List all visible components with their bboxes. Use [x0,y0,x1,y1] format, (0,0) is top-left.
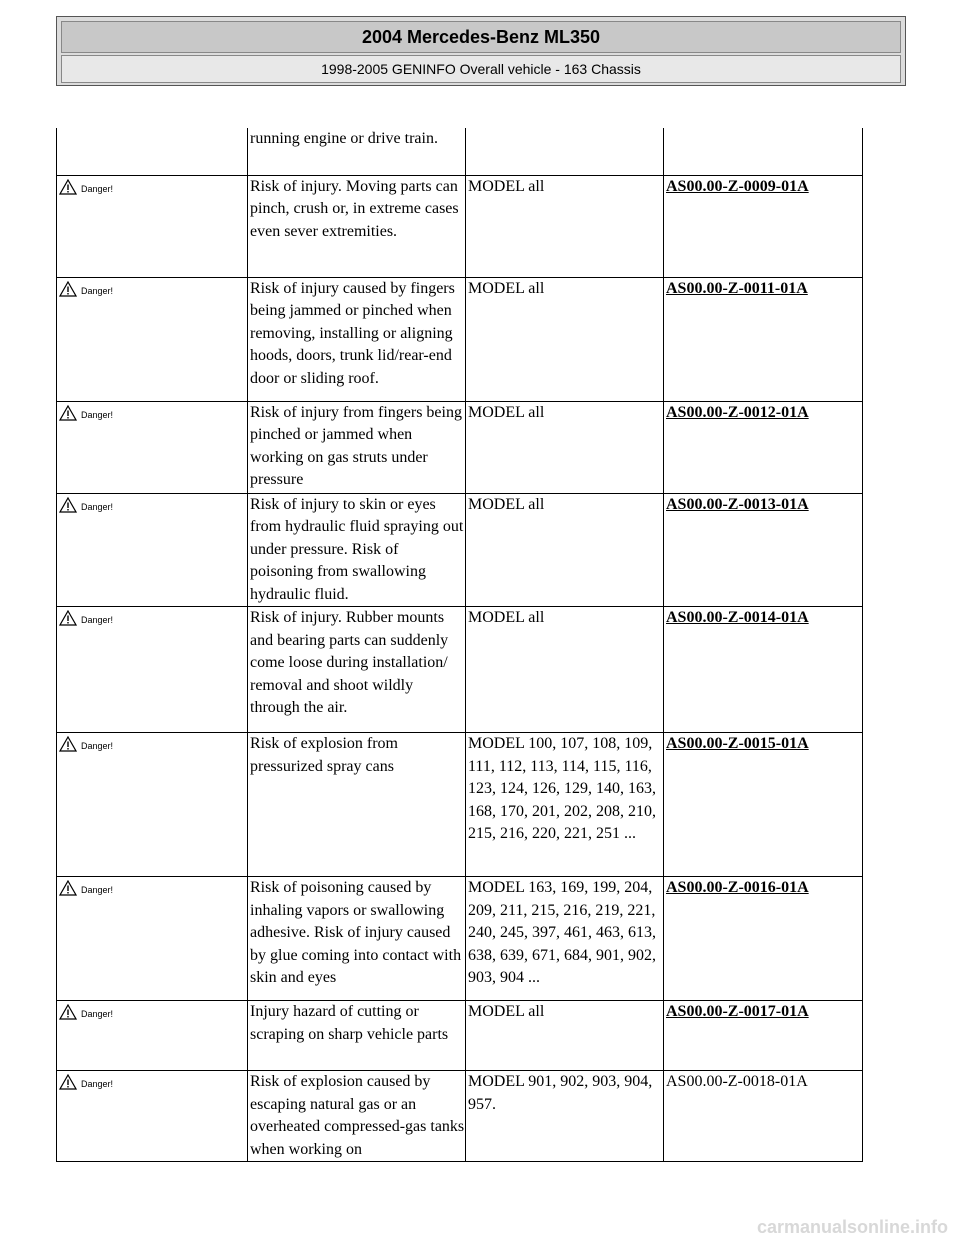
warning-triangle-icon [59,880,77,896]
danger-label: Danger! [81,615,114,625]
danger-label: Danger! [81,1079,114,1089]
models-cell: MODEL 100, 107, 108, 109, 111, 112, 113, 114, 115, 116, 123, 124, 126, 129, 140, 163, 168, 170, 201, 202, 208, 210, 215, 216, 220, 221, 251 ... [466,733,664,877]
description-cell: running engine or drive train. [248,128,466,175]
document-code-link[interactable]: AS00.00-Z-0011-01A [666,279,808,297]
table-row [57,607,863,733]
icon-cell [57,1001,248,1071]
icon-cell [57,877,248,1001]
document-title: 2004 Mercedes-Benz ML350 [61,21,901,53]
warning-triangle-icon [59,736,77,752]
code-cell [664,175,863,277]
description-cell: Risk of injury to skin or eyes from hydraulic fluid spraying out under pressure. Risk of poisoning from swallowing hydraulic fluid. [248,493,466,607]
danger-label: Danger! [81,885,114,895]
description-cell: Injury hazard of cutting or scraping on sharp vehicle parts [248,1001,466,1071]
models-cell: MODEL 901, 902, 903, 904, 957. [466,1071,664,1162]
description-cell: Risk of explosion from pressurized spray cans [248,733,466,877]
table-row [57,1071,863,1162]
warning-triangle-icon [59,281,77,297]
document-code: AS00.00-Z-0018-01A [666,1073,808,1090]
description-cell: Risk of explosion caused by escaping natural gas or an overheated compressed-gas tanks when working on [248,1071,466,1162]
description-cell: Risk of injury. Moving parts can pinch, crush or, in extreme cases even sever extremities. [248,175,466,277]
code-cell [664,877,863,1001]
warnings-table [56,128,863,1162]
table-row [57,175,863,277]
code-cell [664,401,863,493]
danger-warning [59,281,113,297]
danger-label: Danger! [81,501,114,512]
warning-triangle-icon [59,497,77,513]
code-cell [664,493,863,607]
code-cell [664,1071,863,1162]
icon-cell [57,733,248,877]
warning-triangle-icon [59,179,77,195]
document-code-link[interactable]: AS00.00-Z-0009-01A [666,177,809,195]
code-cell [664,1001,863,1071]
code-cell [664,607,863,733]
models-cell [466,128,664,175]
document-code-link[interactable]: AS00.00-Z-0012-01A [666,403,809,421]
description-cell: Risk of poisoning caused by inhaling vapors or swallowing adhesive. Risk of injury caused by glue coming into contact with skin and eyes [248,877,466,1001]
danger-label: Danger! [81,409,114,420]
icon-cell [57,607,248,733]
description-cell: Risk of injury. Rubber mounts and bearing parts can suddenly come loose during installation/ removal and shoot wildly through the air. [248,607,466,733]
danger-warning [59,1074,113,1090]
code-cell [664,277,863,401]
code-cell [664,128,863,175]
document-code-link[interactable]: AS00.00-Z-0017-01A [666,1003,809,1020]
warning-triangle-icon [59,405,77,421]
danger-warning [59,736,113,752]
description-cell: Risk of injury from fingers being pinched or jammed when working on gas struts under pressure [248,401,466,493]
models-cell: MODEL 163, 169, 199, 204, 209, 211, 215, 216, 219, 221, 240, 245, 397, 461, 463, 613, 638, 639, 671, 684, 901, 902, 903, 904 ... [466,877,664,1001]
description-cell: Risk of injury caused by fingers being jammed or pinched when removing, installing or aligning hoods, doors, trunk lid/rear-end door or sliding roof. [248,277,466,401]
models-cell: MODEL all [466,607,664,733]
table-row [57,877,863,1001]
warning-triangle-icon [59,610,77,626]
document-code-link[interactable]: AS00.00-Z-0016-01A [666,879,809,896]
table-row [57,733,863,877]
icon-cell [57,493,248,607]
table-row [57,1001,863,1071]
models-cell: MODEL all [466,1001,664,1071]
document-code-link[interactable]: AS00.00-Z-0013-01A [666,495,809,513]
watermark: carmanualsonline.info [756,1217,948,1237]
warning-triangle-icon [59,1074,77,1090]
table-row [57,277,863,401]
danger-warning [59,405,113,421]
icon-cell [57,277,248,401]
models-cell: MODEL all [466,175,664,277]
models-cell: MODEL all [466,277,664,401]
table-row-continued [57,128,863,175]
table-row [57,493,863,607]
danger-label: Danger! [81,183,114,194]
models-cell: MODEL all [466,401,664,493]
icon-cell [57,401,248,493]
danger-warning [59,497,113,513]
document-code-link[interactable]: AS00.00-Z-0015-01A [666,735,809,752]
document-subtitle: 1998-2005 GENINFO Overall vehicle - 163 Chassis [61,55,901,83]
icon-cell [57,128,248,175]
danger-label: Danger! [81,741,114,751]
document-code-link[interactable]: AS00.00-Z-0014-01A [666,609,809,626]
models-cell: MODEL all [466,493,664,607]
danger-warning [59,610,113,626]
danger-label: Danger! [81,285,114,296]
code-cell [664,733,863,877]
danger-warning [59,1004,113,1020]
icon-cell [57,1071,248,1162]
table-row [57,401,863,493]
danger-warning [59,179,113,195]
danger-warning [59,880,113,896]
icon-cell [57,175,248,277]
document-header [56,16,906,86]
warning-triangle-icon [59,1004,77,1020]
danger-label: Danger! [81,1009,114,1019]
